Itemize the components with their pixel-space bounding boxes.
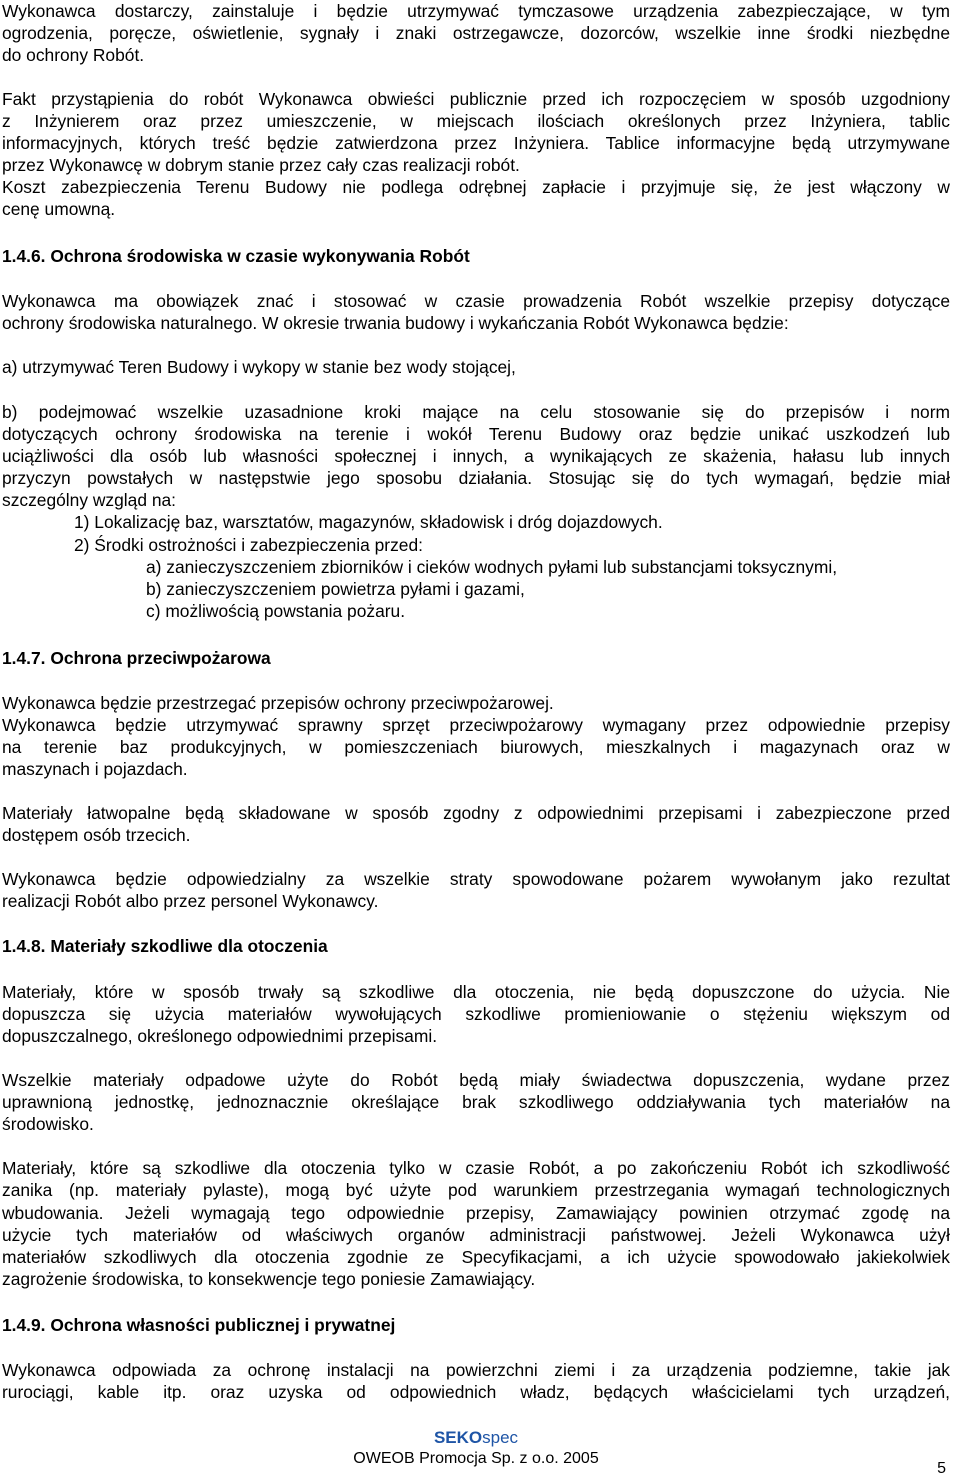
list-item: b) zanieczyszczeniem powietrza pyłami i gazami, <box>146 579 525 599</box>
text-line: dotyczących ochrony środowiska na terenie i wokół Terenu Budowy oraz będzie unikać uszkodzeń lub <box>2 424 950 444</box>
section-heading-1-4-7: 1.4.7. Ochrona przeciwpożarowa <box>2 648 271 668</box>
text-line: cenę umowną. <box>2 199 116 219</box>
section-heading-1-4-9: 1.4.9. Ochrona własności publicznej i prywatnej <box>2 1315 396 1335</box>
text-line: ochrony środowiska naturalnego. W okresie trwania budowy i wykańczania Robót Wykonawca będzie: <box>2 313 789 333</box>
page-number: 5 <box>937 1460 946 1477</box>
text-line: przez Wykonawcę w dobrym stanie przez cały czas realizacji robót. <box>2 155 520 175</box>
footer-company: OWEOB Promocja Sp. z o.o. 2005 <box>353 1450 599 1467</box>
text-line: Wykonawca będzie utrzymywać sprawny sprzęt przeciwpożarowy wymagany przez odpowiednie przepisy <box>2 715 950 735</box>
text-line: realizacji Robót albo przez personel Wykonawcy. <box>2 891 379 911</box>
section-heading-1-4-8: 1.4.8. Materiały szkodliwe dla otoczenia <box>2 936 328 956</box>
text-line: zagrożenie środowiska, to konsekwencje tego poniesie Zamawiający. <box>2 1269 536 1289</box>
text-line: Fakt przystąpienia do robót Wykonawca obwieści publicznie przed ich rozpoczęciem w sposób uzgodniony <box>2 89 950 109</box>
list-item: 1) Lokalizację baz, warsztatów, magazynów, składowisk i dróg dojazdowych. <box>74 512 663 532</box>
text-line: do ochrony Robót. <box>2 45 145 65</box>
list-item: 2) Środki ostrożności i zabezpieczenia przed: <box>74 535 423 555</box>
text-line: b) podejmować wszelkie uzasadnione kroki mające na celu stosowanie się do przepisów i norm <box>2 402 950 422</box>
logo-sek: SEKO <box>433 1428 483 1447</box>
text-line: Wykonawca będzie przestrzegać przepisów ochrony przeciwpożarowej. <box>2 693 554 713</box>
text-line: ogrodzenia, poręcze, oświetlenie, sygnały i znaki ostrzegawcze, dozorców, wszelkie inne środki niezbędne <box>2 23 950 43</box>
text-line: Materiały, które są szkodliwe dla otoczenia tylko w czasie Robót, a po zakończeniu Robót ich szkodliwość <box>2 1158 950 1178</box>
text-line: na terenie baz produkcyjnych, w pomieszczeniach biurowych, mieszkalnych i magazynach oraz w <box>2 737 950 757</box>
text-line: przyczyn powstałych w następstwie jego sposobu działania. Stosując się do tych wymagań, będzie miał <box>2 468 950 488</box>
text-line: Koszt zabezpieczenia Terenu Budowy nie podlega odrębnej zapłacie i przyjmuje się, że jest włączony w <box>2 177 950 197</box>
text-line: Wykonawca ma obowiązek znać i stosować w czasie prowadzenia Robót wszelkie przepisy dotyczące <box>2 291 950 311</box>
text-line: Materiały łatwopalne będą składowane w sposób zgodny z odpowiednimi przepisami i zabezpieczone przed <box>2 803 950 823</box>
text-line: Wykonawca dostarczy, zainstaluje i będzie utrzymywać tymczasowe urządzenia zabezpieczające, w tym <box>2 1 950 21</box>
text-line: informacyjnych, których treść będzie zatwierdzona przez Inżyniera. Tablice informacyjne będą utrzymywane <box>2 133 950 153</box>
text-line: użycie tych materiałów od właściwych organów administracji państwowej. Jeżeli Wykonawca użył <box>2 1225 950 1245</box>
section-heading-1-4-6: 1.4.6. Ochrona środowiska w czasie wykonywania Robót <box>2 246 470 266</box>
text-line: dopuszcza się użycia materiałów wywołujących szkodliwe promieniowanie o stężeniu większym od <box>2 1004 950 1024</box>
list-item: a) zanieczyszczeniem zbiorników i cieków wodnych pyłami lub substancjami toksycznymi, <box>146 557 838 577</box>
text-line: maszynach i pojazdach. <box>2 759 188 779</box>
text-line: szczególny wzgląd na: <box>2 490 176 510</box>
text-line: Materiały, które w sposób trwały są szkodliwe dla otoczenia, nie będą dopuszczone do użycia. Nie <box>2 982 950 1002</box>
text-line: Wszelkie materiały odpadowe użyte do Robót będą miały świadectwa dopuszczenia, wydane przez <box>2 1070 950 1090</box>
text-line: uciążliwości dla osób lub własności społecznej i innych, a wynikających ze skażenia, hałasu lub innych <box>2 446 950 466</box>
logo-spec: spec <box>482 1428 519 1447</box>
text-line: rurociągi, kable itp. oraz uzyska od odpowiednich władz, będących właścicielami tych urządzeń, <box>2 1382 950 1402</box>
text-line: materiałów szkodliwych dla otoczenia zgodnie ze Specyfikacjami, a ich użycie spowodowało jakiekolwiek <box>2 1247 950 1267</box>
text-line: zanika (np. materiały pylaste), mogą być użyte pod warunkiem przestrzegania wymagań technologicznych <box>2 1180 950 1200</box>
text-line: wbudowania. Jeżeli wymagają tego odpowiednie przepisy, Zamawiający powinien otrzymać zgodę na <box>2 1203 950 1223</box>
text-line: Wykonawca odpowiada za ochronę instalacji na powierzchni ziemi i za urządzenia podziemne, takie jak <box>2 1360 950 1380</box>
text-line: środowisko. <box>2 1114 94 1134</box>
list-item: c) możliwością powstania pożaru. <box>146 601 406 621</box>
text-line: z Inżynierem oraz przez umieszczenie, w miejscach ilościach określonych przez Inżyniera, tablic <box>2 111 950 131</box>
text-line: uprawnioną jednostkę, jednoznacznie określające brak szkodliwego oddziaływania tych materiałów na <box>2 1092 950 1112</box>
text-line: dopuszczalnego, określonego odpowiednimi przepisami. <box>2 1026 438 1046</box>
text-line: dostępem osób trzecich. <box>2 825 191 845</box>
list-item: a) utrzymywać Teren Budowy i wykopy w stanie bez wody stojącej, <box>2 357 516 377</box>
text-line: Wykonawca będzie odpowiedzialny za wszelkie straty spowodowane pożarem wywołanym jako rezultat <box>2 869 950 889</box>
footer-logo <box>2 1428 950 1448</box>
